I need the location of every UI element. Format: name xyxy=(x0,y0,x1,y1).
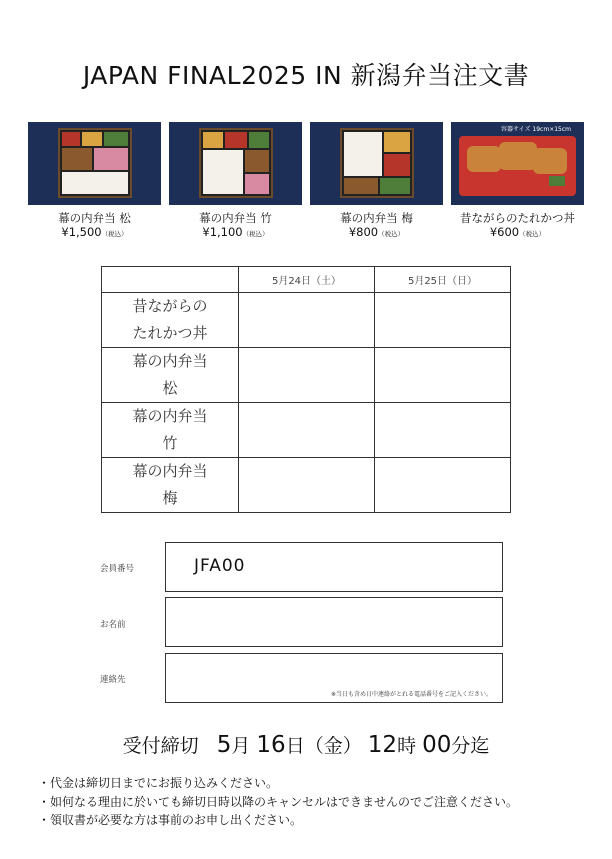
page-title: JAPAN FINAL2025 IN 新潟弁当注文書 xyxy=(82,61,530,90)
product-take xyxy=(169,122,302,241)
header-date-1: 5月24日（土） xyxy=(239,267,375,293)
quantity-cell[interactable] xyxy=(375,293,511,348)
member-number-field[interactable] xyxy=(165,542,503,592)
member-number-value: JFA00 xyxy=(194,556,246,576)
product-ume xyxy=(310,122,443,241)
contact-label: 連絡先 xyxy=(100,675,126,685)
notes-list xyxy=(38,774,518,830)
quantity-cell[interactable] xyxy=(239,293,375,348)
product-list xyxy=(28,122,584,242)
product-name: 昔ながらのたれかつ丼 xyxy=(460,211,575,225)
contact-note: ※当日も含め日中連絡がとれる電話番号をご記入ください。 xyxy=(330,691,492,698)
quantity-cell[interactable] xyxy=(239,403,375,458)
note-item: ・代金は締切日までにお振り込みください。 xyxy=(38,776,279,790)
order-table xyxy=(101,266,511,513)
quantity-cell[interactable] xyxy=(375,458,511,513)
order-table-header xyxy=(102,267,511,293)
note-item: ・如何なる理由に於いても締切日時以降のキャンセルはできませんのでご注意ください。 xyxy=(38,794,519,809)
product-price: ¥1,500（税込） xyxy=(61,225,128,239)
container-size-label: 容器サイズ 19cm×15cm xyxy=(501,126,572,133)
product-name: 幕の内弁当 梅 xyxy=(340,211,413,225)
product-katsudon xyxy=(451,122,584,241)
header-blank xyxy=(102,267,239,293)
row-label: 幕の内弁当 梅 xyxy=(102,458,239,513)
katsudon-photo xyxy=(451,122,584,205)
product-matsu xyxy=(28,122,161,241)
quantity-cell[interactable] xyxy=(239,458,375,513)
row-label: 幕の内弁当 竹 xyxy=(102,403,239,458)
deadline: 受付締切 5月 16日（金） 12時 00分迄 xyxy=(122,732,490,758)
member-number-label: 会員番号 xyxy=(100,564,135,574)
product-price: ¥1,100（税込） xyxy=(202,225,269,239)
row-label: 昔ながらの たれかつ丼 xyxy=(102,293,239,348)
name-field[interactable] xyxy=(165,597,503,647)
bento-photo-take xyxy=(169,122,302,205)
header-date-2: 5月25日（日） xyxy=(375,267,511,293)
quantity-cell[interactable] xyxy=(375,348,511,403)
note-item: ・領収書が必要な方は事前のお申し出ください。 xyxy=(38,813,303,827)
quantity-cell[interactable] xyxy=(375,403,511,458)
contact-field[interactable] xyxy=(165,653,503,703)
table-row xyxy=(102,293,511,348)
bento-photo-ume xyxy=(310,122,443,205)
product-price: ¥600（税込） xyxy=(489,225,546,239)
bento-photo-matsu xyxy=(28,122,161,205)
table-row xyxy=(102,403,511,458)
name-label: お名前 xyxy=(100,620,126,630)
product-name: 幕の内弁当 竹 xyxy=(199,211,272,225)
product-price: ¥800（税込） xyxy=(348,225,405,239)
product-name: 幕の内弁当 松 xyxy=(58,211,131,225)
row-label: 幕の内弁当 松 xyxy=(102,348,239,403)
quantity-cell[interactable] xyxy=(239,348,375,403)
table-row xyxy=(102,458,511,513)
table-row xyxy=(102,348,511,403)
